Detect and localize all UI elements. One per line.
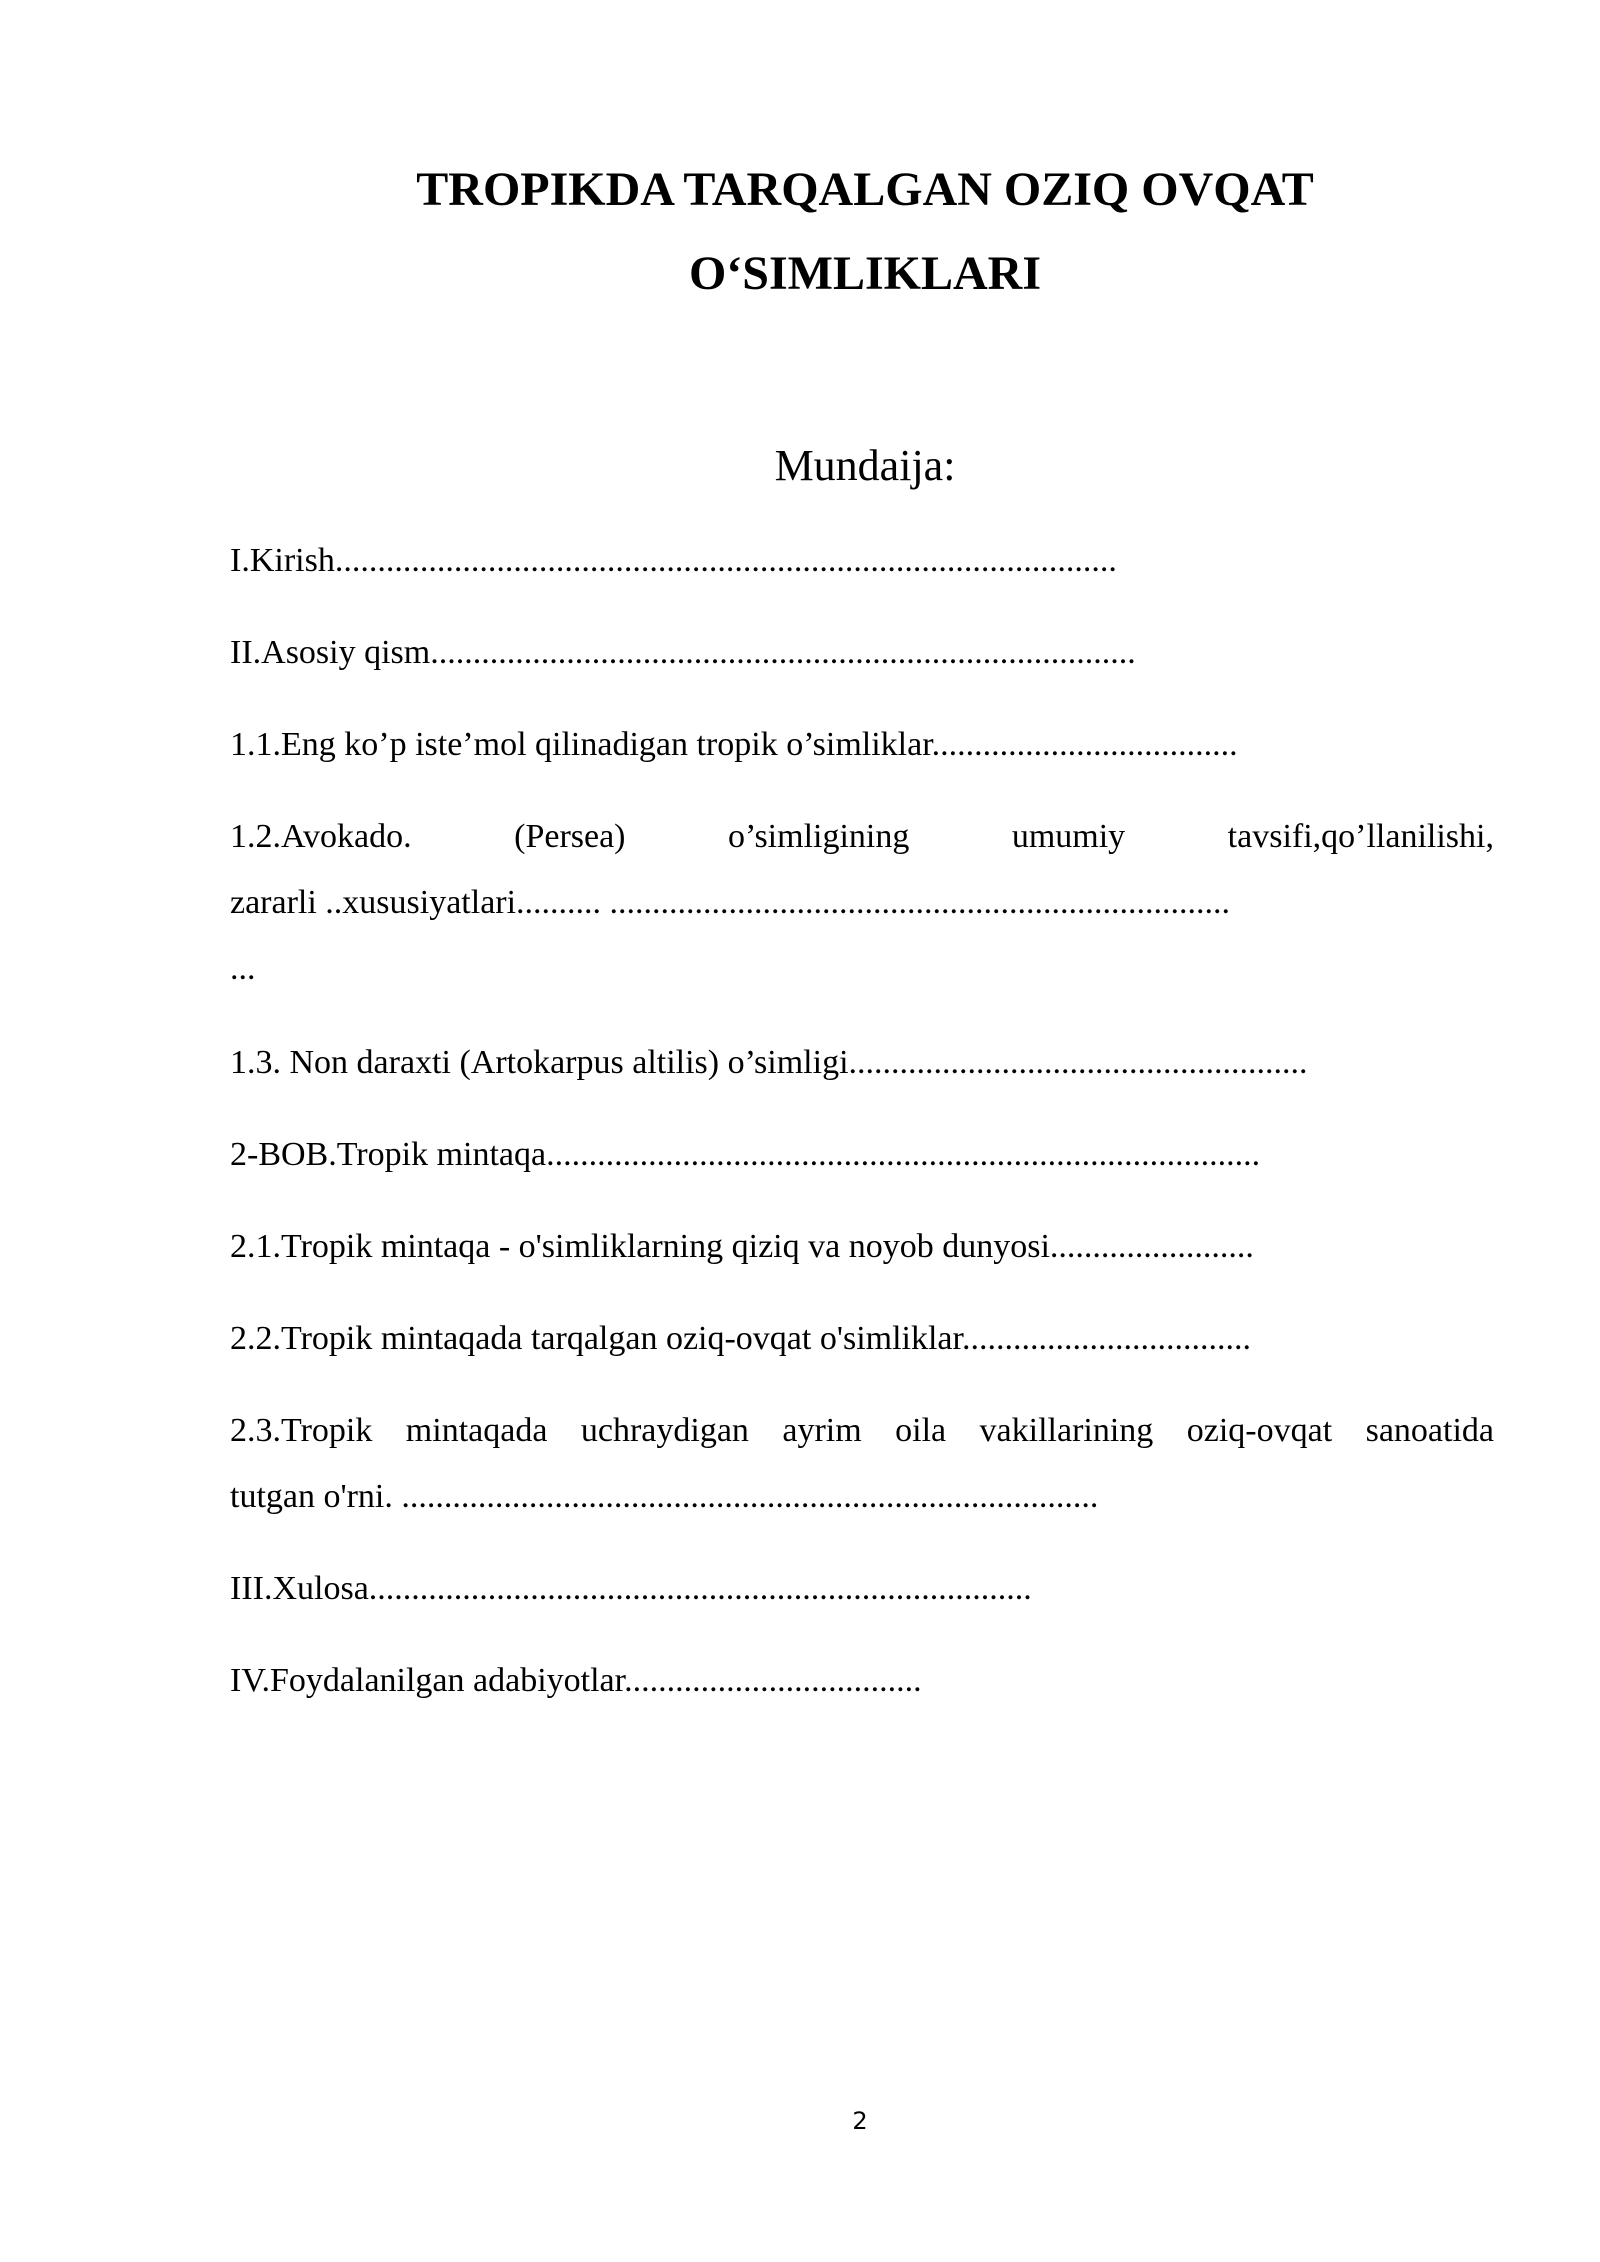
toc-item-2-2: 2.2.Tropik mintaqada tarqalgan oziq-ovqat o'simliklar.................................. bbox=[230, 1320, 1251, 1357]
toc-item-2-3 bbox=[230, 1398, 1494, 1530]
toc-item-1-1: 1.1.Eng ko’p iste’mol qilinadigan tropik o’simliklar.................................... bbox=[230, 726, 1238, 763]
toc-item-kirish: I.Kirish............................................................................................ bbox=[230, 542, 1117, 579]
document-title bbox=[230, 148, 1500, 316]
toc-item-asosiy-qism: II.Asosiy qism................................................................................... bbox=[230, 634, 1136, 671]
toc-item-2-3-line-1: 2.3.Tropik mintaqada uchraydigan ayrim oila vakillarining oziq-ovqat sanoatida bbox=[230, 1412, 1494, 1449]
toc-item-2-1: 2.1.Tropik mintaqa - o'simliklarning qiziq va noyob dunyosi........................ bbox=[230, 1228, 1254, 1265]
toc-item-1-2-line-3: ... bbox=[230, 950, 256, 987]
toc-heading: Mundaija: bbox=[774, 441, 956, 490]
title-line-2: O‘SIMLIKLARI bbox=[688, 247, 1042, 300]
toc-item-1-2-line-1: 1.2.Avokado. (Persea) o’simligining umumiy tavsifi,qo’llanilishi, bbox=[230, 818, 1494, 855]
toc-item-2-3-line-2: tutgan o'rni. .................................................................................. bbox=[230, 1478, 1099, 1515]
toc-item-1-2 bbox=[230, 804, 1494, 1002]
title-line-1: TROPIKDA TARQALGAN OZIQ OVQAT bbox=[416, 163, 1314, 216]
toc-item-2-bob: 2-BOB.Tropik mintaqa.................................................................................... bbox=[230, 1136, 1261, 1173]
toc-item-adabiyotlar: IV.Foydalanilgan adabiyotlar................................... bbox=[230, 1662, 922, 1699]
toc-item-1-3: 1.3. Non daraxti (Artokarpus altilis) o’simligi...................................................... bbox=[230, 1044, 1308, 1081]
toc-item-1-2-line-2: zararli ..xususiyatlari.......... ......................................................................... bbox=[230, 884, 1231, 921]
toc-item-xulosa: III.Xulosa.............................................................................. bbox=[230, 1570, 1032, 1607]
page-number: 2 bbox=[852, 2107, 868, 2135]
